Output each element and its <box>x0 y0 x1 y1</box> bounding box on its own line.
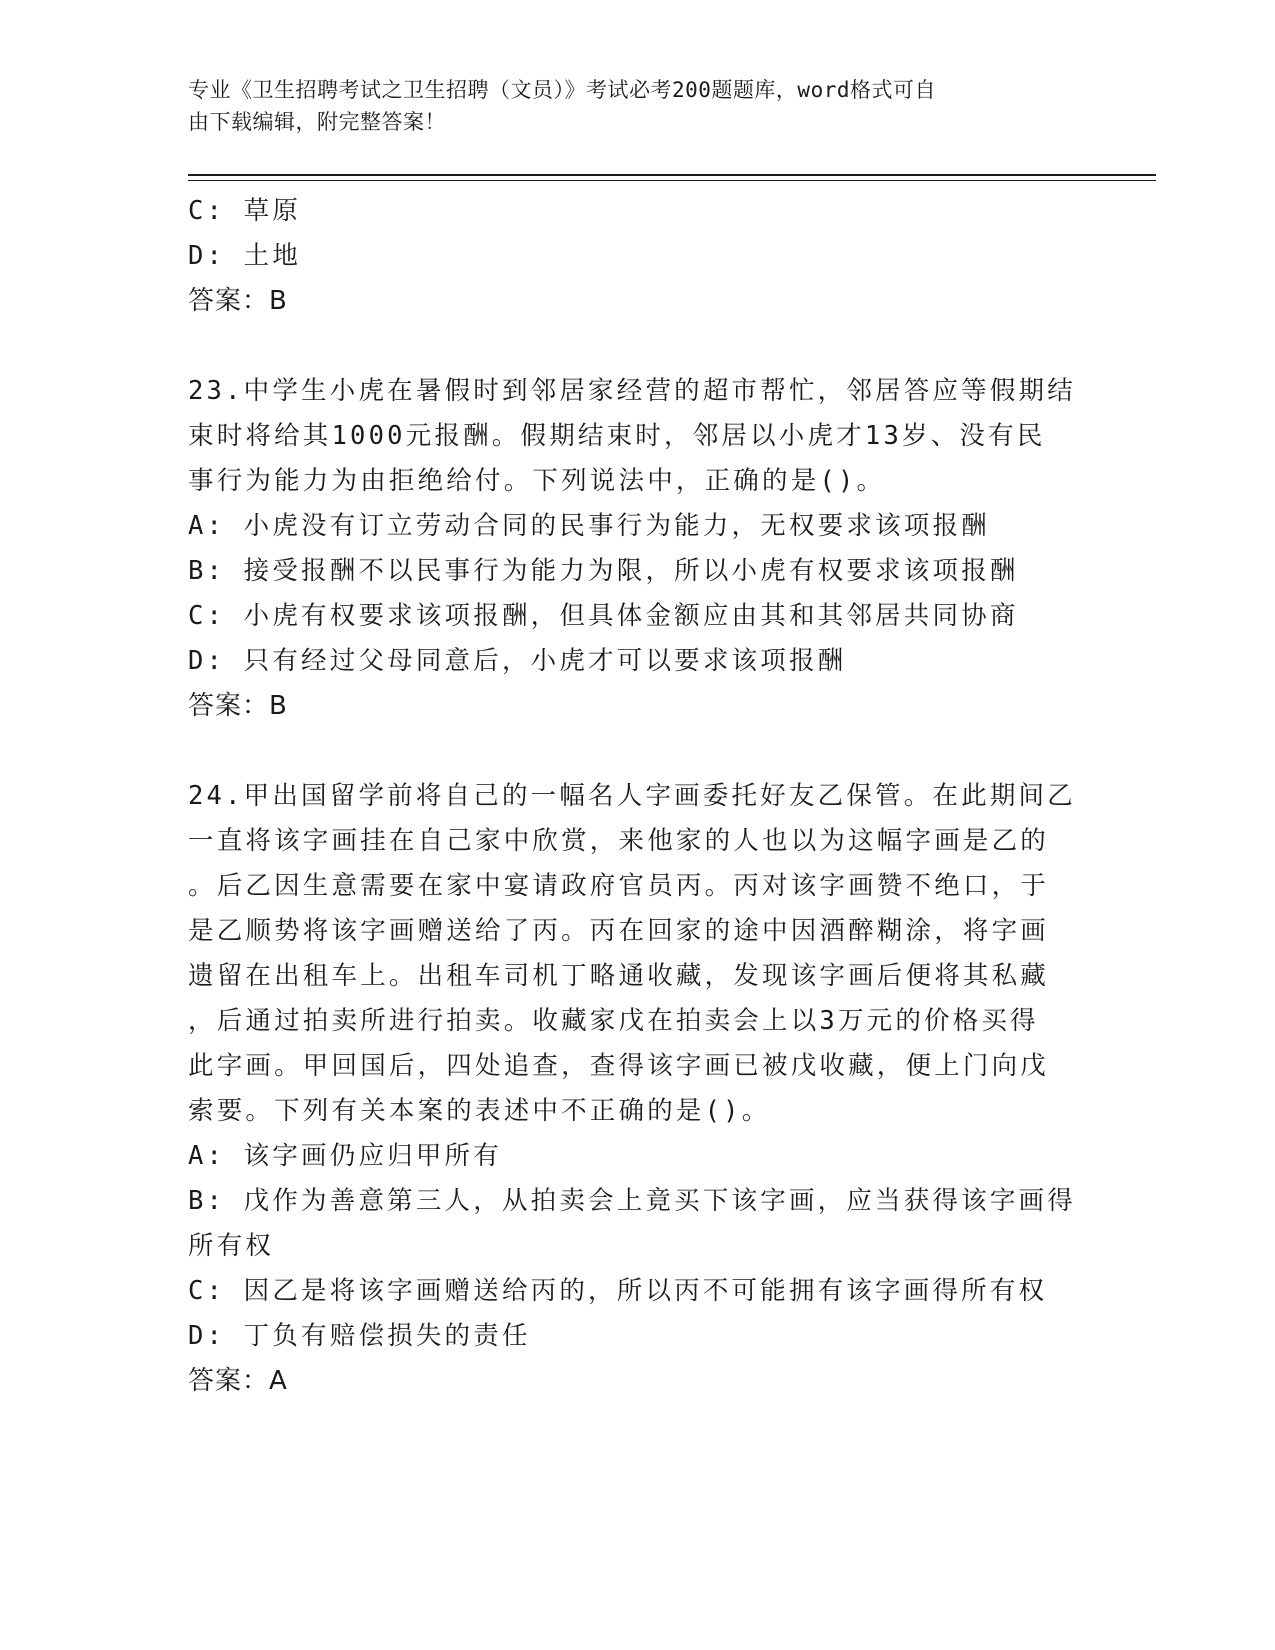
previous-question-tail <box>188 189 1088 324</box>
answer-line: 答案：B <box>188 286 288 316</box>
answer-line: 答案：B <box>188 691 288 721</box>
question-24 <box>188 774 1088 1404</box>
option-c: C: 小虎有权要求该项报酬，但具体金额应由其和其邻居共同协商 <box>188 601 1019 631</box>
question-stem-line: 遗留在出租车上。出租车司机丁略通收藏，发现该字画后便将其私藏 <box>188 961 1050 991</box>
spacer <box>188 729 1088 774</box>
question-stem-line: 事行为能力为由拒绝给付。下列说法中，正确的是()。 <box>188 466 886 496</box>
question-23 <box>188 369 1088 729</box>
option-b: B: 接受报酬不以民事行为能力为限，所以小虎有权要求该项报酬 <box>188 556 1019 586</box>
answer-line: 答案：A <box>188 1366 288 1396</box>
question-stem-line: 一直将该字画挂在自己家中欣赏，来他家的人也以为这幅字画是乙的 <box>188 826 1050 856</box>
document-body <box>188 189 1088 1404</box>
option-c: C: 因乙是将该字画赠送给丙的，所以丙不可能拥有该字画得所有权 <box>188 1276 1048 1306</box>
question-stem-line: 23.中学生小虎在暑假时到邻居家经营的超市帮忙，邻居答应等假期结 <box>188 376 1076 406</box>
page-header <box>188 74 1088 138</box>
option-b: B: 戊作为善意第三人，从拍卖会上竟买下该字画，应当获得该字画得 <box>188 1186 1076 1216</box>
option-c: C: 草原 <box>188 196 302 226</box>
header-rule-thin <box>188 180 1156 181</box>
question-stem-line: 索要。下列有关本案的表述中不正确的是()。 <box>188 1096 771 1126</box>
question-stem-line: 束时将给其1000元报酬。假期结束时，邻居以小虎才13岁、没有民 <box>188 421 1046 451</box>
option-b-continued: 所有权 <box>188 1231 275 1261</box>
option-a: A: 该字画仍应归甲所有 <box>188 1141 502 1171</box>
header-line-2: 由下载编辑，附完整答案！ <box>188 110 446 134</box>
option-d: D: 土地 <box>188 241 302 271</box>
question-stem-line: ，后通过拍卖所进行拍卖。收藏家戊在拍卖会上以3万元的价格买得 <box>188 1006 1039 1036</box>
header-rule-thick <box>188 174 1156 176</box>
question-stem-line: 此字画。甲回国后，四处追查，查得该字画已被戊收藏，便上门向戊 <box>188 1051 1050 1081</box>
spacer <box>188 324 1088 369</box>
question-stem-line: 24.甲出国留学前将自己的一幅名人字画委托好友乙保管。在此期间乙 <box>188 781 1076 811</box>
option-d: D: 只有经过父母同意后，小虎才可以要求该项报酬 <box>188 646 847 676</box>
option-d: D: 丁负有赔偿损失的责任 <box>188 1321 531 1351</box>
question-stem-line: 是乙顺势将该字画赠送给了丙。丙在回家的途中因酒醉糊涂，将字画 <box>188 916 1050 946</box>
header-line-1: 专业《卫生招聘考试之卫生招聘（文员）》考试必考200题题库，word格式可自 <box>188 78 936 102</box>
option-a: A: 小虎没有订立劳动合同的民事行为能力，无权要求该项报酬 <box>188 511 990 541</box>
question-stem-line: 。后乙因生意需要在家中宴请政府官员丙。丙对该字画赞不绝口，于 <box>188 871 1050 901</box>
